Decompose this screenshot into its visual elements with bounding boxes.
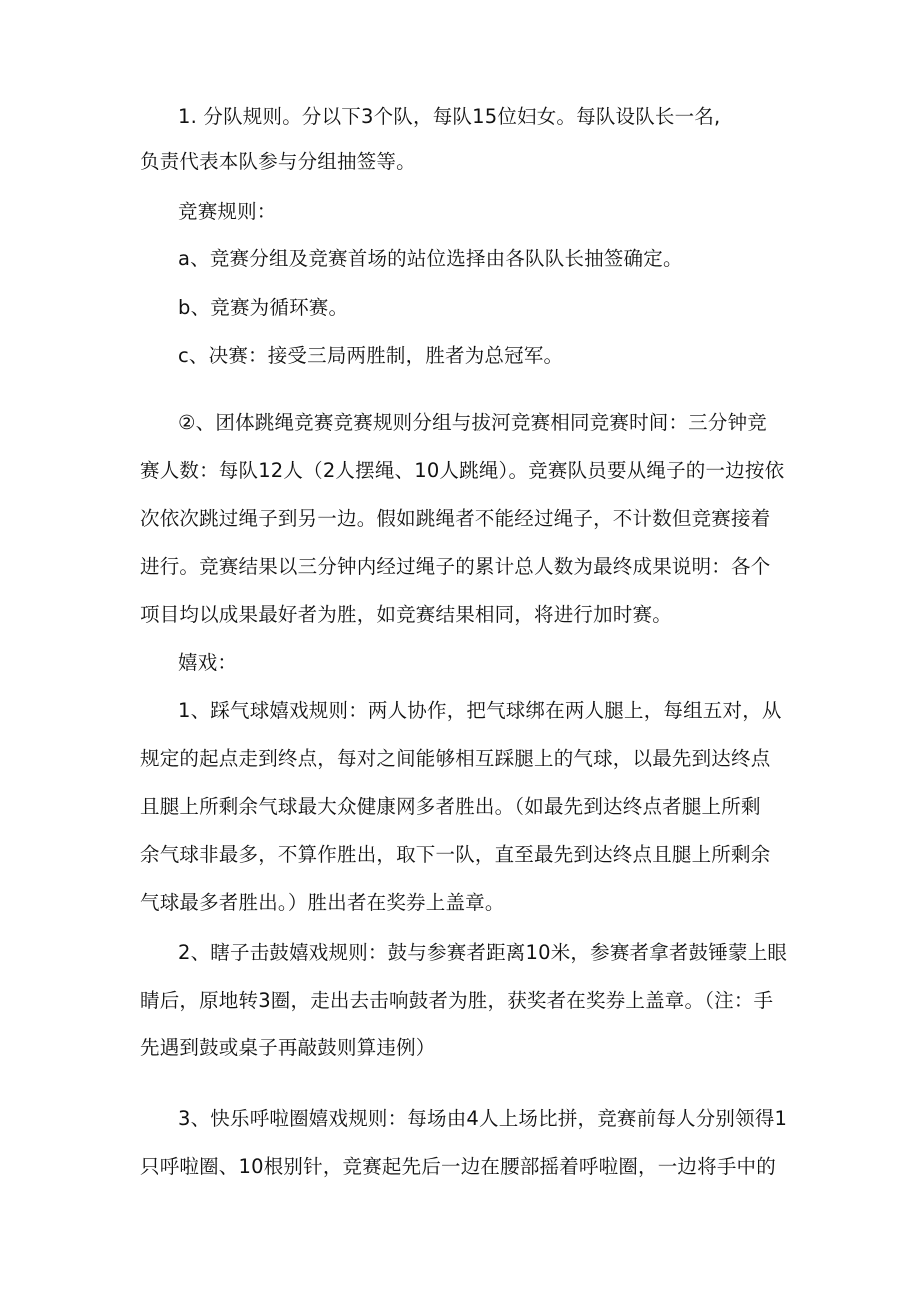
competition-rules-heading: 竞赛规则： — [178, 200, 277, 223]
paragraph-game-1-line-2: 规定的起点走到终点，每对之间能够相互踩腿上的气球，以最先到达终点 — [140, 747, 771, 770]
games-heading: 嬉戏： — [178, 651, 238, 674]
paragraph-rope-skipping-line-3: 次依次跳过绳子到另一边。假如跳绳者不能经过绳子，不计数但竞赛接着 — [140, 507, 771, 530]
paragraph-game-2-line-3: 先遇到鼓或桌子再敲鼓则算违例） — [140, 1036, 436, 1059]
paragraph-team-rules-line-2: 负责代表本队参与分组抽签等。 — [140, 150, 416, 173]
rule-b: b、竞赛为循环赛。 — [178, 296, 349, 319]
rule-a: a、竞赛分组及竞赛首场的站位选择由各队队长抽签确定。 — [178, 247, 683, 270]
paragraph-game-1-line-4: 余气球非最多，不算作胜出，取下一队，直至最先到达终点且腿上所剩余 — [140, 843, 771, 866]
paragraph-game-3-line-1: 3、快乐呼啦圈嬉戏规则：每场由4人上场比拼，竞赛前每人分别领得1 — [178, 1107, 788, 1130]
paragraph-rope-skipping-line-4: 进行。竞赛结果以三分钟内经过绳子的累计总人数为最终成果说明：各个 — [140, 555, 771, 578]
paragraph-game-2-line-1: 2、瞎子击鼓嬉戏规则：鼓与参赛者距离10米，参赛者拿者鼓锤蒙上眼 — [178, 941, 788, 964]
paragraph-team-rules-line-1: 1. 分队规则。分以下3个队，每队15位妇女。每队设队长一名, — [178, 105, 721, 128]
paragraph-game-2-line-2: 睛后，原地转3圈，走出去击响鼓者为胜，获奖者在奖券上盖章。（注：手 — [140, 989, 774, 1012]
paragraph-game-3-line-2: 只呼啦圈、10根别针，竞赛起先后一边在腰部摇着呼啦圈，一边将手中的 — [140, 1155, 776, 1178]
rule-c: c、决赛：接受三局两胜制，胜者为总冠军。 — [178, 344, 564, 367]
paragraph-rope-skipping-line-2: 赛人数：每队12人（2人摆绳、10人跳绳）。竞赛队员要从绳子的一边按依 — [140, 459, 785, 482]
paragraph-rope-skipping-line-5: 项目均以成果最好者为胜，如竞赛结果相同，将进行加时赛。 — [140, 603, 672, 626]
paragraph-game-1-line-3: 且腿上所剩余气球最大众健康网多者胜出。（如最先到达终点者腿上所剩 — [140, 795, 761, 818]
paragraph-game-1-line-1: 1、踩气球嬉戏规则：两人协作，把气球绑在两人腿上，每组五对，从 — [178, 699, 782, 722]
paragraph-game-1-line-5: 气球最多者胜出。）胜出者在奖券上盖章。 — [140, 891, 505, 914]
paragraph-rope-skipping-line-1: ②、团体跳绳竞赛竞赛规则分组与拔河竞赛相同竞赛时间：三分钟竞 — [178, 411, 767, 434]
